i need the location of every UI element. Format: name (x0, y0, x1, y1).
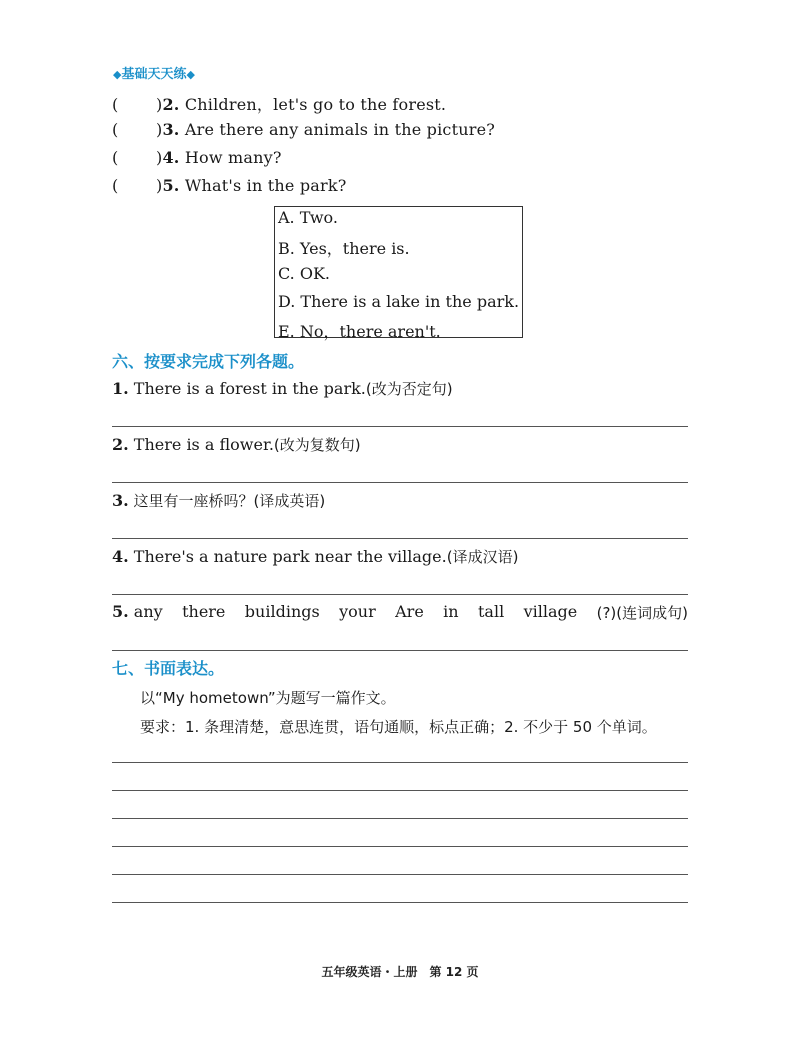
scrambled-word: Are (395, 602, 424, 621)
option-d: D. There is a lake in the park. (278, 292, 520, 311)
option-c: C. OK. (278, 264, 330, 283)
scrambled-word: village (523, 602, 578, 621)
option-b: B. Yes，there is. (278, 239, 410, 258)
matching-question: ( )5. What's in the park? (112, 176, 347, 195)
option-e: E. No，there aren't. (278, 322, 441, 341)
task-1: 1. There is a forest in the park.(改为否定句) (112, 379, 453, 398)
answer-line[interactable] (112, 482, 688, 483)
diamond-left-icon: ◆ (113, 68, 122, 81)
section-7-title: 七、书面表达。 (112, 659, 225, 678)
answer-blank[interactable]: ( (112, 148, 119, 167)
answer-blank[interactable]: ( (112, 120, 119, 139)
scrambled-word: tall (477, 602, 505, 621)
writing-line[interactable] (112, 790, 688, 791)
task-4: 4. There's a nature park near the village.(译成汉语) (112, 547, 519, 566)
section-tag-label: 基础天天练 (121, 67, 187, 82)
scrambled-word: your (339, 602, 376, 621)
task-5-instruction: (?)(连词成句) (596, 604, 688, 622)
section-6-title: 六、按要求完成下列各题。 (112, 352, 305, 371)
answer-blank[interactable]: ( (112, 176, 119, 195)
answer-line[interactable] (112, 594, 688, 595)
scrambled-word: in (443, 602, 459, 621)
writing-line[interactable] (112, 762, 688, 763)
scrambled-word: there (182, 602, 226, 621)
task-5: 5. any there buildings your Are in tall village (?)(连词成句) (112, 602, 688, 622)
section-tag (113, 63, 195, 82)
task-3: 3. 这里有一座桥吗？(译成英语) (112, 491, 326, 510)
answer-line[interactable] (112, 538, 688, 539)
scrambled-word: buildings (244, 602, 320, 621)
matching-question: ( )3. Are there any animals in the picture? (112, 120, 496, 139)
writing-requirements: 要求：1. 条理清楚，意思连贯，语句通顺，标点正确；2. 不少于 50 个单词。 (140, 718, 657, 736)
answer-line[interactable] (112, 426, 688, 427)
task-2: 2. There is a flower.(改为复数句) (112, 435, 361, 454)
answer-blank[interactable]: ( (112, 95, 119, 114)
answer-line[interactable] (112, 650, 688, 651)
writing-line[interactable] (112, 874, 688, 875)
diamond-right-icon: ◆ (186, 68, 195, 81)
option-a: A. Two. (278, 208, 338, 227)
writing-line[interactable] (112, 902, 688, 903)
writing-line[interactable] (112, 818, 688, 819)
page-footer: 五年级英语・上册 第 12 页 (321, 965, 479, 979)
scrambled-word: any (133, 602, 163, 621)
matching-question: ( )2. Children，let's go to the forest. (112, 95, 447, 114)
writing-line[interactable] (112, 846, 688, 847)
writing-prompt: 以“My hometown”为题写一篇作文。 (140, 689, 396, 707)
matching-question: ( )4. How many? (112, 148, 282, 167)
